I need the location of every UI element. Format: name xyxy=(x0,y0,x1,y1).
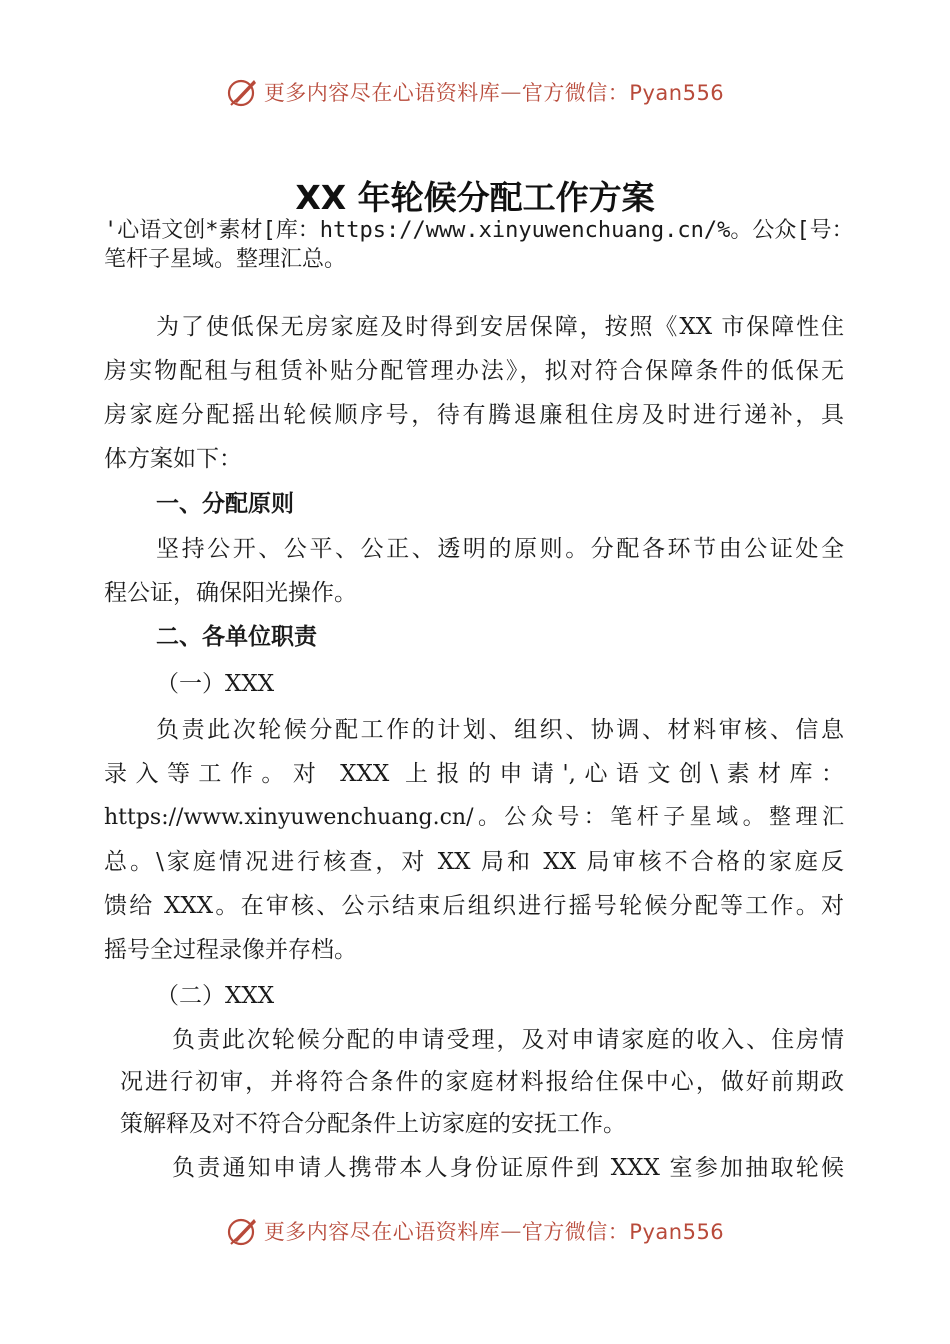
quill-logo-icon xyxy=(226,75,260,109)
paragraph-line: 体方案如下： xyxy=(104,446,242,472)
paragraph-line: 程公证，确保阳光操作。 xyxy=(104,580,357,606)
paragraph-line: https://www.xinyuwenchuang.cn/。公众号：笔杆子星域。整理汇 xyxy=(104,805,844,830)
section-heading: 一、分配原则 xyxy=(156,491,294,517)
watermark-banner-bottom xyxy=(0,1211,950,1251)
paragraph-line: 房家庭分配摇出轮候顺序号，待有腾退廉租住房及时进行递补，具 xyxy=(104,402,844,428)
subsection-heading: （二）XXX xyxy=(156,983,275,1009)
watermark-contact: 官方微信：Pyan556 xyxy=(521,1220,725,1244)
watermark-brand: 更多内容尽在心语资料库 xyxy=(263,81,501,105)
paragraph-line: 负责通知申请人携带本人身份证原件到 XXX 室参加抽取轮候 xyxy=(172,1155,844,1181)
document-title: XX 年轮候分配工作方案 xyxy=(295,178,655,217)
source-line: '心语文创*素材[库：https://www.xinyuwenchuang.cn/%。公众[号： xyxy=(104,218,854,243)
paragraph-line: 负责此次轮候分配的申请受理，及对申请家庭的收入、住房情 xyxy=(172,1027,844,1053)
watermark-brand: 更多内容尽在心语资料库 xyxy=(263,1220,501,1244)
paragraph-line: 况进行初审，并将符合条件的家庭材料报给住保中心，做好前期政 xyxy=(120,1069,844,1095)
source-line: 笔杆子星域。整理汇总。 xyxy=(104,247,347,272)
section-heading: 二、各单位职责 xyxy=(156,624,317,650)
paragraph-line: 馈给 XXX。在审核、公示结束后组织进行摇号轮候分配等工作。对 xyxy=(104,893,844,919)
subsection-heading: （一）XXX xyxy=(156,671,275,697)
paragraph-line: 房实物配租与租赁补贴分配管理办法》，拟对符合保障条件的低保无 xyxy=(104,358,844,384)
paragraph-line: 负责此次轮候分配工作的计划、组织、协调、材料审核、信息 xyxy=(156,717,844,743)
paragraph-line: 总。\家庭情况进行核查，对 XX 局和 XX 局审核不合格的家庭反 xyxy=(104,849,844,875)
paragraph-line: 为了使低保无房家庭及时得到安居保障，按照《XX 市保障性住 xyxy=(156,314,844,340)
paragraph-line: 策解释及对不符合分配条件上访家庭的安抚工作。 xyxy=(120,1111,626,1137)
paragraph-line: 录入等工作。对 XXX 上报的申请',心语文创\素材库： xyxy=(104,761,844,787)
watermark-dash: — xyxy=(500,80,522,104)
paragraph-line: 坚持公开、公平、公正、透明的原则。分配各环节由公证处全 xyxy=(156,536,844,562)
watermark-dash: — xyxy=(500,1219,522,1243)
quill-logo-icon xyxy=(226,1214,260,1248)
watermark-contact: 官方微信：Pyan556 xyxy=(521,81,725,105)
watermark-banner-top xyxy=(0,72,950,112)
paragraph-line: 摇号全过程录像并存档。 xyxy=(104,937,357,963)
